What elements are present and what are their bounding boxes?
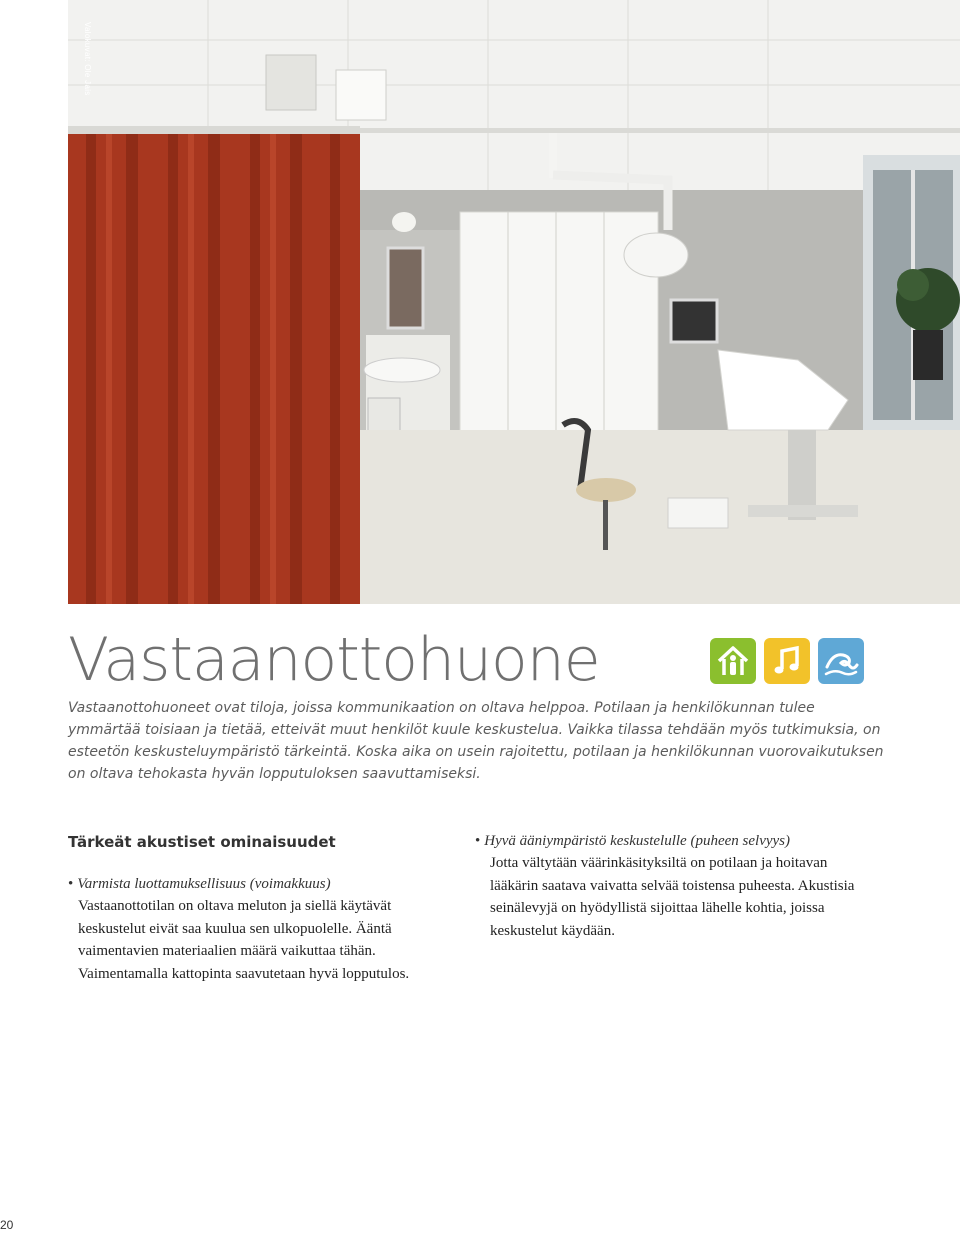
- home-person-icon: [710, 638, 756, 684]
- page-number: 20: [0, 1218, 14, 1232]
- section-heading: Tärkeät akustiset ominaisuudet: [68, 833, 336, 851]
- music-note-icon: [764, 638, 810, 684]
- left-column: [68, 830, 448, 985]
- bullet-title: • Hyvä ääniympäristö keskustelulle (puheen selvyys): [475, 833, 790, 849]
- bullet-title: • Varmista luottamuksellisuus (voimakkuus): [68, 876, 331, 892]
- bullet-title-text: Varmista luottamuksellisuus (voimakkuus): [77, 876, 331, 892]
- icon-group: [710, 638, 864, 684]
- intro-paragraph: Vastaanottohuoneet ovat tiloja, joissa kommunikaation on oltava helppoa. Potilaan ja henkilökunnan tulee ymmärtää toisiaan ja tietää, etteivät muut henkilöt kuule keskustelua. Vaikka tilassa tehdään myös tutkimuksia, on esteetön keskusteluympäristö tärkeintä. Koska aika on usein rajoitettu, potilaan ja henkilökunnan vuorovaikutuksen on oltava tehokasta hyvän lopputuloksen saavuttamiseksi.: [68, 700, 884, 782]
- photo-credit: Valokuvat: Ole Jais: [83, 22, 92, 96]
- page-title: Vastaanottohuone: [68, 625, 600, 695]
- right-column: [475, 830, 875, 942]
- room-photo: [68, 0, 960, 604]
- bullet-body: Vastaanottotilan on oltava meluton ja siellä käytävät keskustelut eivät saa kuulua sen ulkopuolelle. Ääntä vaimentavien materiaalien määrä vaikuttaa tähän. Vaimentamalla kattopinta saavutetaan hyvä lopputulos.: [78, 898, 410, 982]
- bullet-body: Jotta vältytään väärinkäsityksiltä on potilaan ja hoitavan lääkärin saatava vaivatta selvää toistensa puheesta. Akustisia seinälevyjä on hyödyllistä sijoittaa lähelle kohtia, joissa keskustelut käydään.: [490, 855, 855, 939]
- bullet-title-text: Hyvä ääniympäristö keskustelulle (puheen selvyys): [484, 833, 790, 849]
- wave-icon: [818, 638, 864, 684]
